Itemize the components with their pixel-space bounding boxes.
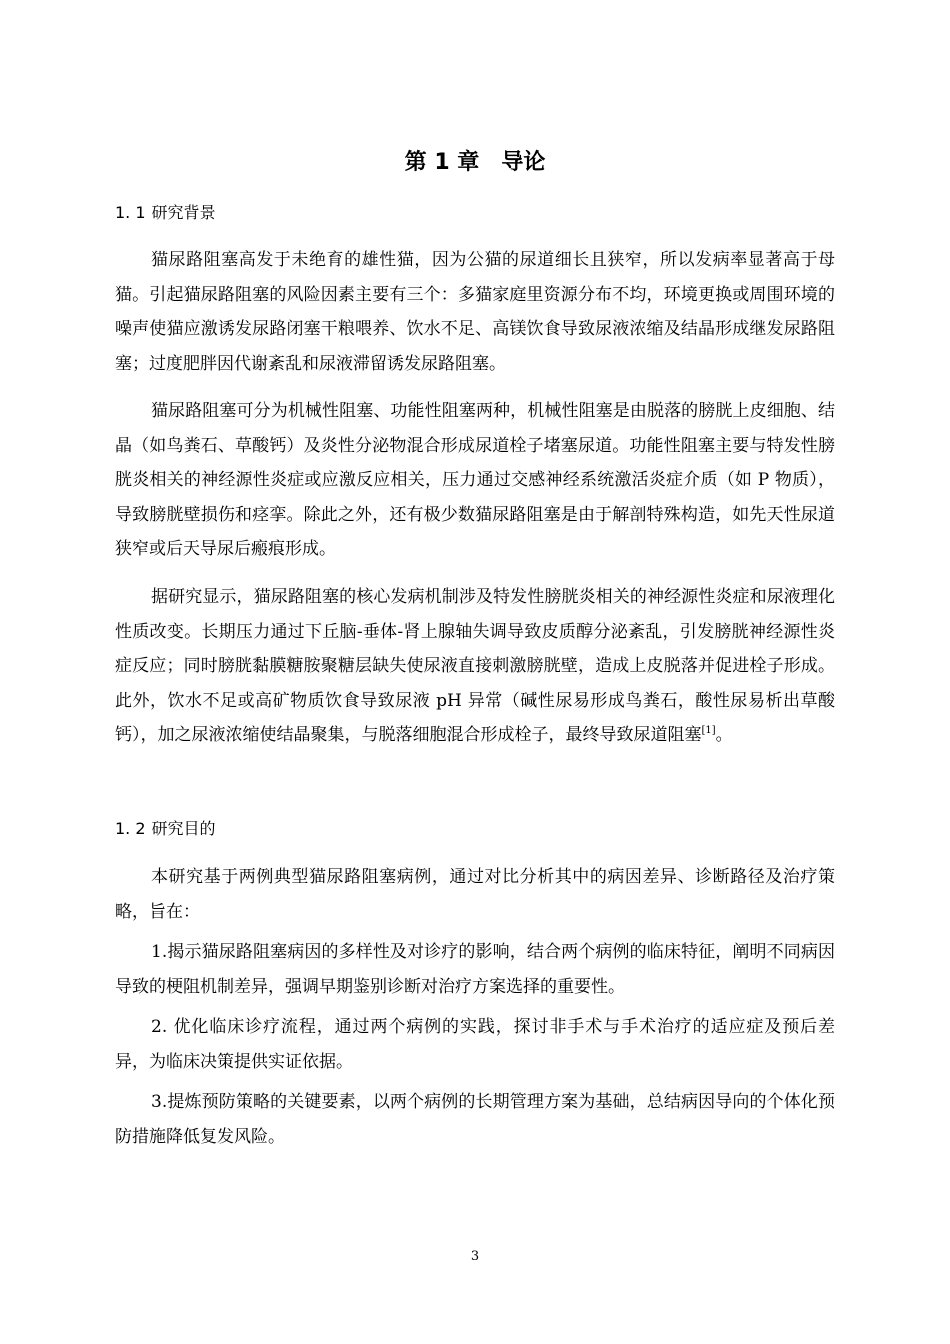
paragraph-purpose-item-3: 3.提炼预防策略的关键要素，以两个病例的长期管理方案为基础，总结病因导向的个体化预防措施降低复发风险。 bbox=[115, 1092, 835, 1147]
paragraph-background-3 bbox=[115, 580, 835, 753]
paragraph-background-2: 猫尿路阻塞可分为机械性阻塞、功能性阻塞两种，机械性阻塞是由脱落的膀胱上皮细胞、结晶（如鸟粪石、草酸钙）及炎性分泌物混合形成尿道栓子堵塞尿道。功能性阻塞主要与特发性膀胱炎相关的神经源性炎症或应激反应相关，压力通过交感神经系统激活炎症介质（如 P 物质），导致膀胱壁损伤和痉挛。除此之外，还有极少数猫尿路阻塞是由于解剖特殊构造，如先天性尿道狭窄或后天导尿后瘢痕形成。 bbox=[115, 401, 835, 559]
citation-ref: [1] bbox=[701, 725, 716, 736]
chapter-number: 第 1 章 bbox=[404, 150, 480, 175]
chapter-title bbox=[0, 145, 950, 181]
chapter-name: 导论 bbox=[501, 150, 546, 175]
paragraph-purpose-item-1: 1.揭示猫尿路阻塞病因的多样性及对诊疗的影响，结合两个病例的临床特征，阐明不同病因导致的梗阻机制差异，强调早期鉴别诊断对治疗方案选择的重要性。 bbox=[115, 942, 835, 997]
paragraph-background-1: 猫尿路阻塞高发于未绝育的雄性猫，因为公猫的尿道细长且狭窄，所以发病率显著高于母猫。引起猫尿路阻塞的风险因素主要有三个：多猫家庭里资源分布不均，环境更换或周围环境的噪声使猫应激诱发尿路闭塞干粮喂养、饮水不足、高镁饮食导致尿液浓缩及结晶形成继发尿路阻塞；过度肥胖因代谢紊乱和尿液滞留诱发尿路阻塞。 bbox=[115, 250, 835, 374]
paragraph-background-3-tail: 。 bbox=[715, 725, 733, 745]
section-heading-background bbox=[115, 199, 216, 227]
page-number: 3 bbox=[470, 1249, 480, 1264]
paragraph-background-3-text: 据研究显示，猫尿路阻塞的核心发病机制涉及特发性膀胱炎相关的神经源性炎症和尿液理化性质改变。长期压力通过下丘脑-垂体-肾上腺轴失调导致皮质醇分泌紊乱，引发膀胱神经源性炎症反应；同时膀胱黏膜糖胺聚糖层缺失使尿液直接刺激膀胱壁，造成上皮脱落并促进栓子形成。此外，饮水不足或高矿物质饮食导致尿液 pH 异常（碱性尿易形成鸟粪石，酸性尿易析出草酸钙），加之尿液浓缩使结晶聚集，与脱落细胞混合形成栓子，最终导致尿道阻塞 bbox=[115, 587, 835, 745]
section-title: 研究目的 bbox=[151, 819, 216, 838]
section-number: 1. 1 bbox=[115, 203, 146, 222]
paragraph-purpose-item-2: 2. 优化临床诊疗流程，通过两个病例的实践，探讨非手术与手术治疗的适应症及预后差异，为临床决策提供实证依据。 bbox=[115, 1017, 835, 1072]
section-number: 1. 2 bbox=[115, 819, 146, 838]
paragraph-purpose-intro: 本研究基于两例典型猫尿路阻塞病例，通过对比分析其中的病因差异、诊断路径及治疗策略，旨在： bbox=[115, 867, 835, 922]
section-heading-purpose bbox=[115, 815, 216, 843]
section-title: 研究背景 bbox=[151, 203, 216, 222]
